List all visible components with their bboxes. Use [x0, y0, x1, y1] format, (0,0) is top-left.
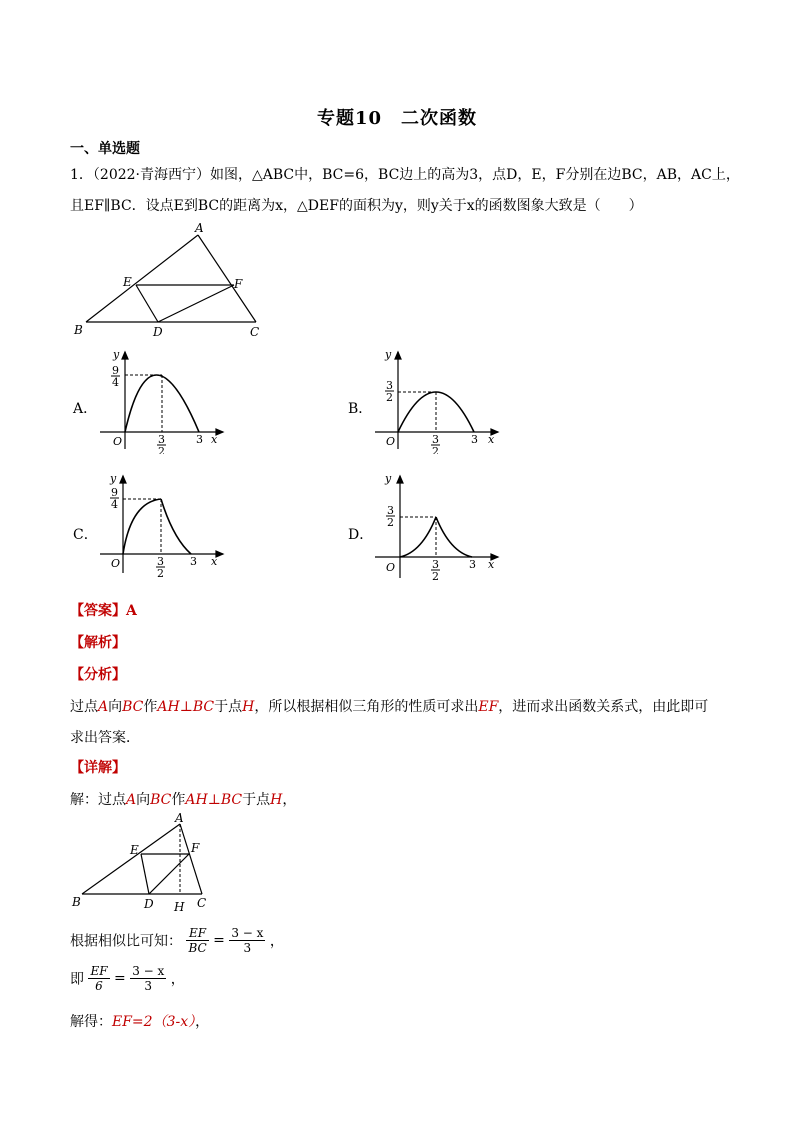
x-axis-label: x [211, 555, 218, 568]
label-E: E [123, 275, 132, 289]
peak-den: 2 [386, 391, 393, 404]
x-axis-label: x [488, 558, 495, 571]
label-B: B [72, 895, 81, 909]
x-axis-label: x [211, 433, 218, 446]
label-F: F [191, 841, 200, 855]
label-A: A [195, 221, 204, 235]
label-H: H [174, 900, 185, 914]
label-C: C [250, 325, 260, 339]
label-D: D [144, 897, 154, 911]
x-end-label: 3 [469, 558, 476, 571]
label-F: F [234, 277, 243, 291]
label-C: C [197, 896, 207, 910]
option-c-label[interactable]: C． [73, 527, 98, 543]
question-line-1: 1．（2022·青海西宁）如图，△ABC中，BC=6，BC边上的高为3，点D，E，F分别在边BC，AB，AC上， [70, 167, 740, 183]
peak-num: 9 [111, 486, 118, 499]
label-A: A [175, 811, 184, 825]
origin-label: O [386, 561, 396, 574]
origin-label: O [386, 435, 396, 448]
answer-tag: 【答案】 [70, 603, 126, 619]
solution-line-3: 即 $\frac{EF}{6}$ = $\frac{3 - x}{3}$ ， [70, 964, 185, 993]
solution-line-1: 解：过点A向BC作AH⊥BC于点H， [70, 792, 297, 808]
x-mid-num: 3 [432, 558, 439, 571]
option-d-graph[interactable] [370, 468, 505, 580]
option-d-label[interactable]: D． [348, 527, 374, 543]
peak-den: 4 [112, 376, 119, 389]
x-mid-den: 2 [432, 570, 439, 580]
y-axis-label: y [110, 472, 117, 485]
label-D: D [153, 325, 163, 339]
x-end-label: 3 [471, 433, 478, 446]
answer-section [70, 600, 137, 620]
option-c-graph[interactable] [95, 468, 230, 578]
label-E: E [130, 843, 139, 857]
option-b-graph[interactable] [370, 344, 505, 454]
solution-line-2: 根据相似比可知： $\frac{EF}{BC}$ = $\frac{3 - x}{3}$ ， [70, 926, 284, 955]
x-mid-den: 2 [158, 445, 165, 454]
peak-den: 4 [111, 498, 118, 511]
page-title: 专题10 二次函数 [316, 108, 478, 129]
origin-label: O [113, 435, 123, 448]
solution-line-4: 解得：EF=2（3-x）， [70, 1014, 210, 1030]
x-mid-num: 3 [158, 433, 165, 446]
x-mid-num: 3 [432, 433, 439, 446]
peak-num: 3 [386, 379, 393, 392]
triangle-figure [68, 220, 278, 345]
fenxi-line-2: 求出答案． [70, 730, 140, 746]
x-mid-num: 3 [157, 555, 164, 568]
x-mid-den: 2 [432, 445, 439, 454]
option-a-label[interactable]: A． [73, 401, 98, 417]
answer-value: A [126, 603, 137, 619]
peak-num: 3 [387, 504, 394, 517]
y-axis-label: y [385, 472, 392, 485]
fenxi-line-1: 过点A向BC作AH⊥BC于点H，所以根据相似三角形的性质可求出EF，进而求出函数关系式，由此即可 [70, 699, 709, 715]
jiexi-tag: 【解析】 [70, 635, 126, 651]
xiangjie-tag: 【详解】 [70, 760, 126, 776]
option-b-label[interactable]: B． [348, 401, 373, 417]
origin-label: O [111, 557, 121, 570]
option-a-graph[interactable] [95, 344, 230, 454]
solution-figure [68, 810, 218, 915]
y-axis-label: y [113, 348, 120, 361]
x-axis-label: x [488, 433, 495, 446]
section-heading: 一、单选题 [70, 141, 140, 157]
label-B: B [74, 323, 83, 337]
peak-den: 2 [387, 516, 394, 529]
question-line-2: 且EF∥BC．设点E到BC的距离为x，△DEF的面积为y，则y关于x的函数图象大致是（ ） [70, 198, 643, 214]
y-axis-label: y [385, 348, 392, 361]
peak-num: 9 [112, 364, 119, 377]
x-mid-den: 2 [157, 567, 164, 578]
x-end-label: 3 [190, 555, 197, 568]
fenxi-tag: 【分析】 [70, 667, 126, 683]
x-end-label: 3 [196, 433, 203, 446]
